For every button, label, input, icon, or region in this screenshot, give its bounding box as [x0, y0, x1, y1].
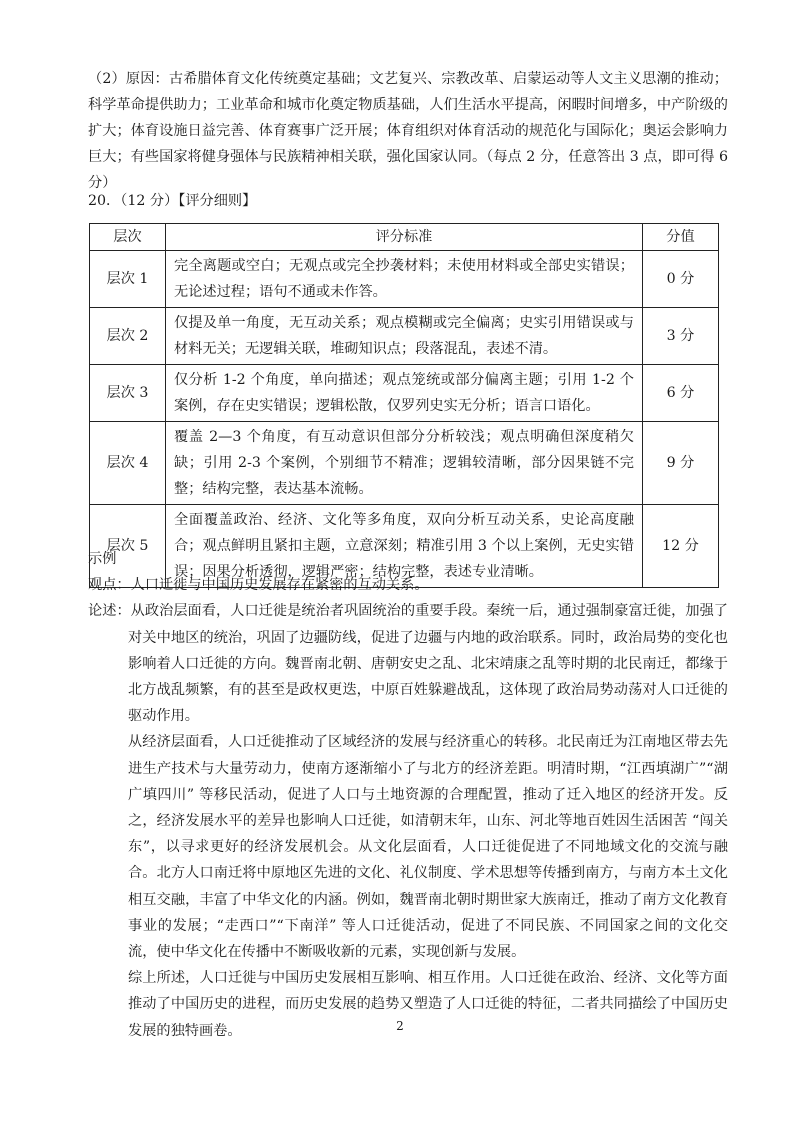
rubric-score: 0 分: [643, 251, 719, 308]
argument-label: 论述：: [88, 603, 131, 620]
scoring-rubric-table: [89, 223, 719, 588]
rubric-header-score: 分值: [643, 224, 719, 251]
question-20-heading: 20．（12 分）【评分细则】: [88, 193, 257, 209]
rubric-header-row: [90, 224, 719, 251]
argument-conclusion: 综上所述，人口迁徙与中国历史发展相互影响、相互作用。人口迁徙在政治、经济、文化等方面推动了中国历史的进程，而历史发展的趋势又塑造了人口迁徙的特征，二者共同描绘了中国历史发展的独特画卷。: [128, 970, 728, 1039]
argument-paragraph-politics: 从政治层面看，人口迁徙是统治者巩固统治的重要手段。秦统一后，通过强制豪富迁徙，加强了对关中地区的统治，巩固了边疆防线，促进了边疆与内地的政治联系。同时，政治局势的变化也影响着人口迁徙的方向。魏晋南北朝、唐朝安史之乱、北宋靖康之乱等时期的北民南迁，都缘于北方战乱频繁，有的甚至是政权更迭，中原百姓躲避战乱，这体现了政治局势动荡对人口迁徙的驱动作用。: [128, 603, 728, 725]
argument-paragraph-economy-culture: 从经济层面看，人口迁徙推动了区域经济的发展与经济重心的转移。北民南迁为江南地区带去先进生产技术与大量劳动力，使南方逐渐缩小了与北方的经济差距。明清时期，“江西填湖广”“湖广填四川” 等移民活动，促进了人口与土地资源的合理配置，推动了迁入地区的经济开发。反之，经济发展水平的差异也影响人口迁徙，如清朝末年，山东、河北等地百姓因生活困苦 “闯关东”，以寻求更好的经济发展机会。从文化层面看，人口迁徙促进了不同地域文化的交流与融合。北方人口南迁将中原地区先进的文化、礼仪制度、学术思想等传播到南方，与南方本土文化相互交融，丰富了中华文化的内涵。例如，魏晋南北朝时期世家大族南迁，推动了南方文化教育事业的发展；“走西口”“下南洋” 等人口迁徙活动，促进了不同民族、不同国家之间的文化交流，使中华文化在传播中不断吸收新的元素，实现创新与发展。: [128, 734, 728, 961]
rubric-criteria: 仅分析 1-2 个角度，单向描述；观点笼统或部分偏离主题；引用 1-2 个案例，存在史实错误；逻辑松散，仅罗列史实无分析；语言口语化。: [166, 365, 643, 422]
example-argument-first: [88, 598, 728, 729]
rubric-level: 层次 1: [90, 251, 166, 308]
rubric-level: 层次 4: [90, 422, 166, 505]
example-label: 示例: [88, 551, 117, 567]
rubric-level: 层次 2: [90, 308, 166, 365]
rubric-criteria: 全面覆盖政治、经济、文化等多角度，双向分析互动关系，史论高度融合；观点鲜明且紧扣主题，立意深刻；精准引用 3 个以上案例，无史实错误；因果分析透彻，逻辑严密；结构完整，表述专业清晰。: [166, 505, 643, 588]
rubric-header-level: 层次: [90, 224, 166, 251]
answer-q2-reasons: [88, 66, 728, 196]
example-viewpoint: 观点：人口迁徙与中国历史发展存在紧密的互动关系。: [88, 577, 429, 594]
rubric-row: [90, 251, 719, 308]
rubric-criteria: 覆盖 2—3 个角度，有互动意识但部分分析较浅；观点明确但深度稍欠缺；引用 2-3 个案例，个别细节不精准；逻辑较清晰，部分因果链不完整；结构完整，表达基本流畅。: [166, 422, 643, 505]
answer-q2-text: （2）原因：古希腊体育文化传统奠定基础；文艺复兴、宗教改革、启蒙运动等人文主义思潮的推动；科学革命提供助力；工业革命和城市化奠定物质基础，人们生活水平提高，闲暇时间增多，中产阶级的扩大；体育设施日益完善、体育赛事广泛开展；体育组织对体育活动的规范化与国际化；奥运会影响力巨大；有些国家将健身强体与民族精神相关联，强化国家认同。（每点 2 分，任意答出 3 点，即可得 6 分）: [88, 71, 728, 191]
rubric-header-criteria: 评分标准: [166, 224, 643, 251]
rubric-score: 6 分: [643, 365, 719, 422]
rubric-criteria: 仅提及单一角度，无互动关系；观点模糊或完全偏离；史实引用错误或与材料无关；无逻辑关联，堆砌知识点；段落混乱，表述不清。: [166, 308, 643, 365]
rubric-row: [90, 365, 719, 422]
rubric-row: [90, 308, 719, 365]
rubric-row: [90, 422, 719, 505]
argument-continuation: [88, 729, 728, 1043]
rubric-score: 3 分: [643, 308, 719, 365]
page-number: 2: [396, 1019, 404, 1033]
rubric-level: 层次 3: [90, 365, 166, 422]
rubric-score: 12 分: [643, 505, 719, 588]
rubric-score: 9 分: [643, 422, 719, 505]
rubric-level: 层次 5: [90, 505, 166, 588]
rubric-criteria: 完全离题或空白；无观点或完全抄袭材料；未使用材料或全部史实错误；无论述过程；语句不通或未作答。: [166, 251, 643, 308]
example-answer: [88, 546, 728, 1044]
